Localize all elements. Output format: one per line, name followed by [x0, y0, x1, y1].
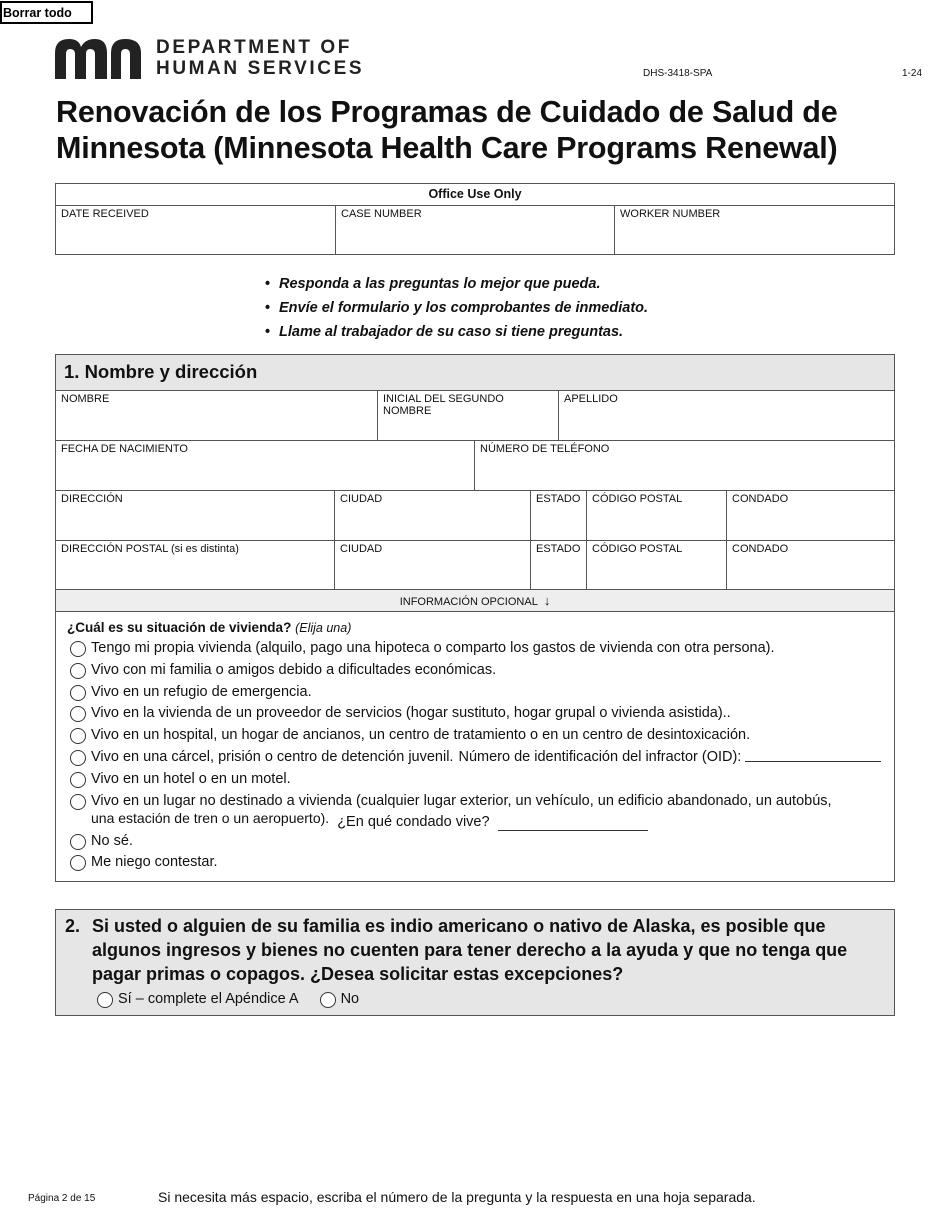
- mn-logo-icon: [55, 39, 145, 79]
- housing-option-label: Vivo en un hospital, un hogar de ancianos, un centro de tratamiento o en un centro de desintoxicación.: [91, 727, 751, 744]
- mailing-state-field[interactable]: [531, 541, 587, 589]
- first-name-label: NOMBRE: [61, 393, 110, 405]
- housing-option-label: Vivo con mi familia o amigos debido a dificultades económicas.: [91, 661, 497, 678]
- housing-option-label: Tengo mi propia vivienda (alquilo, pago una hipoteca o comparto los gastos de vivienda con otra persona).: [91, 640, 775, 656]
- instruction-text: Envíe el formulario y los comprobantes de inmediato.: [279, 300, 649, 316]
- section-1-heading: 1. Nombre y dirección: [56, 355, 894, 391]
- instruction-text: Responda a las preguntas lo mejor que pueda.: [279, 276, 601, 292]
- mailing-zip-field[interactable]: [587, 541, 727, 589]
- radio-button[interactable]: [320, 992, 336, 1008]
- last-name-label: APELLIDO: [564, 393, 618, 405]
- radio-button[interactable]: [70, 728, 86, 744]
- optional-info-bar: [56, 590, 894, 612]
- radio-button[interactable]: [70, 834, 86, 850]
- housing-option[interactable]: [67, 662, 894, 684]
- housing-option[interactable]: [67, 854, 894, 876]
- county-question: ¿En qué condado vive?: [337, 813, 490, 830]
- housing-question-hint: (Elija una): [295, 621, 352, 635]
- form-number: DHS-3418-SPA: [643, 68, 713, 79]
- housing-question-line: [67, 620, 894, 636]
- mailing-address-field[interactable]: [56, 541, 335, 589]
- oid-label: Número de identificación del infractor (OID):: [458, 748, 742, 765]
- phone-field[interactable]: [475, 441, 894, 490]
- mailing-county-field[interactable]: [727, 541, 894, 589]
- radio-button[interactable]: [70, 641, 86, 657]
- housing-option[interactable]: [67, 793, 894, 833]
- address-field[interactable]: [56, 491, 335, 540]
- housing-option[interactable]: [67, 749, 894, 771]
- page-number: Página 2 de 15: [28, 1193, 96, 1204]
- arrow-down-icon: ↓: [543, 593, 551, 608]
- housing-option[interactable]: [67, 771, 894, 793]
- phone-label: NÚMERO DE TELÉFONO: [480, 443, 610, 455]
- office-use-box: [55, 183, 895, 255]
- page-title: Renovación de los Programas de Cuidado de Salud de Minnesota (Minnesota Health Care Programs Renewal): [56, 95, 838, 165]
- state-label: ESTADO: [536, 493, 581, 505]
- housing-option-label: Vivo en un lugar no destinado a vivienda (cualquier lugar exterior, un vehículo, un edificio abandonado, un autobús,: [91, 792, 832, 809]
- housing-option-label: No sé.: [91, 832, 133, 849]
- city-field[interactable]: [335, 491, 531, 540]
- mailing-county-label: CONDADO: [732, 543, 789, 555]
- radio-button[interactable]: [70, 663, 86, 679]
- housing-question-text: ¿Cuál es su situación de vivienda?: [67, 620, 292, 635]
- county-input[interactable]: [498, 817, 648, 831]
- housing-option-label: Vivo en un refugio de emergencia.: [91, 683, 312, 700]
- section-name-address: [55, 354, 895, 882]
- answer-no[interactable]: [317, 991, 360, 1008]
- middle-initial-field[interactable]: [378, 391, 559, 440]
- housing-option-label: Vivo en una cárcel, prisión o centro de detención juvenil.: [91, 748, 454, 765]
- instruction-item: • Envíe el formulario y los comprobantes de inmediato.: [265, 296, 648, 320]
- zip-field[interactable]: [587, 491, 727, 540]
- case-number-field[interactable]: [336, 206, 615, 254]
- zip-label: CÓDIGO POSTAL: [592, 493, 683, 505]
- office-use-heading: Office Use Only: [56, 184, 894, 206]
- date-received-field[interactable]: [56, 206, 336, 254]
- birth-date-field[interactable]: [56, 441, 475, 490]
- answer-yes[interactable]: [94, 991, 299, 1008]
- department-name: [156, 37, 364, 79]
- mailing-city-label: CIUDAD: [340, 543, 383, 555]
- answer-yes-label: Sí – complete el Apéndice A: [118, 991, 299, 1007]
- mailing-state-label: ESTADO: [536, 543, 581, 555]
- case-number-label: CASE NUMBER: [341, 208, 422, 220]
- worker-number-label: WORKER NUMBER: [620, 208, 721, 220]
- radio-button[interactable]: [97, 992, 113, 1008]
- answer-no-label: No: [340, 991, 360, 1007]
- housing-option-label: Me niego contestar.: [91, 854, 218, 871]
- section-american-indian: [55, 909, 895, 1016]
- footer-note: Si necesita más espacio, escriba el número de la pregunta y la respuesta en una hoja separada.: [158, 1189, 756, 1205]
- radio-button[interactable]: [70, 706, 86, 722]
- section-2-number: 2.: [65, 916, 81, 936]
- radio-button[interactable]: [70, 855, 86, 871]
- mailing-city-field[interactable]: [335, 541, 531, 589]
- radio-button[interactable]: [70, 685, 86, 701]
- department-line-1: DEPARTMENT OF: [156, 37, 352, 58]
- section-2-question: Si usted o alguien de su familia es indio americano o nativo de Alaska, es posible que algunos ingresos y bienes no cuenten para tener derecho a la ayuda y que no tenga que pagar primas o copagos. ¿Desea solicitar estas excepciones?: [92, 916, 848, 984]
- housing-option-label: Vivo en la vivienda de un proveedor de servicios (hogar sustituto, hogar grupal o vivienda asistida)..: [91, 705, 731, 722]
- county-label: CONDADO: [732, 493, 789, 505]
- address-label: DIRECCIÓN: [61, 493, 123, 505]
- oid-input[interactable]: [745, 749, 881, 762]
- housing-question: [56, 612, 894, 876]
- housing-option[interactable]: [67, 833, 894, 855]
- worker-number-field[interactable]: [615, 206, 894, 254]
- first-name-field[interactable]: [56, 391, 378, 440]
- date-received-label: DATE RECEIVED: [61, 208, 149, 220]
- housing-option[interactable]: [67, 705, 894, 727]
- instruction-text: Llame al trabajador de su caso si tiene preguntas.: [279, 324, 624, 340]
- instruction-item: • Llame al trabajador de su caso si tiene preguntas.: [265, 320, 648, 344]
- county-field[interactable]: [727, 491, 894, 540]
- housing-option[interactable]: [67, 727, 894, 749]
- housing-option[interactable]: [67, 640, 894, 662]
- last-name-field[interactable]: [559, 391, 894, 440]
- instructions-list: [265, 272, 648, 344]
- housing-option-label-line2: una estación de tren o un aeropuerto).: [91, 809, 330, 826]
- department-line-2: HUMAN SERVICES: [156, 58, 365, 79]
- instruction-item: • Responda a las preguntas lo mejor que pueda.: [265, 272, 648, 296]
- state-field[interactable]: [531, 491, 587, 540]
- radio-button[interactable]: [70, 794, 86, 810]
- housing-option-label: Vivo en un hotel o en un motel.: [91, 770, 291, 787]
- housing-option[interactable]: [67, 684, 894, 706]
- revision-date: 1-24: [902, 68, 923, 79]
- optional-info-label: INFORMACIÓN OPCIONAL: [399, 596, 538, 608]
- birth-date-label: FECHA DE NACIMIENTO: [61, 443, 188, 455]
- radio-button[interactable]: [70, 750, 86, 766]
- clear-all-button[interactable]: Borrar todo: [0, 1, 93, 24]
- mailing-zip-label: CÓDIGO POSTAL: [592, 543, 683, 555]
- radio-button[interactable]: [70, 772, 86, 788]
- mailing-address-label: DIRECCIÓN POSTAL (si es distinta): [61, 543, 239, 555]
- city-label: CIUDAD: [340, 493, 383, 505]
- middle-initial-label: INICIAL DEL SEGUNDO NOMBRE: [383, 393, 504, 417]
